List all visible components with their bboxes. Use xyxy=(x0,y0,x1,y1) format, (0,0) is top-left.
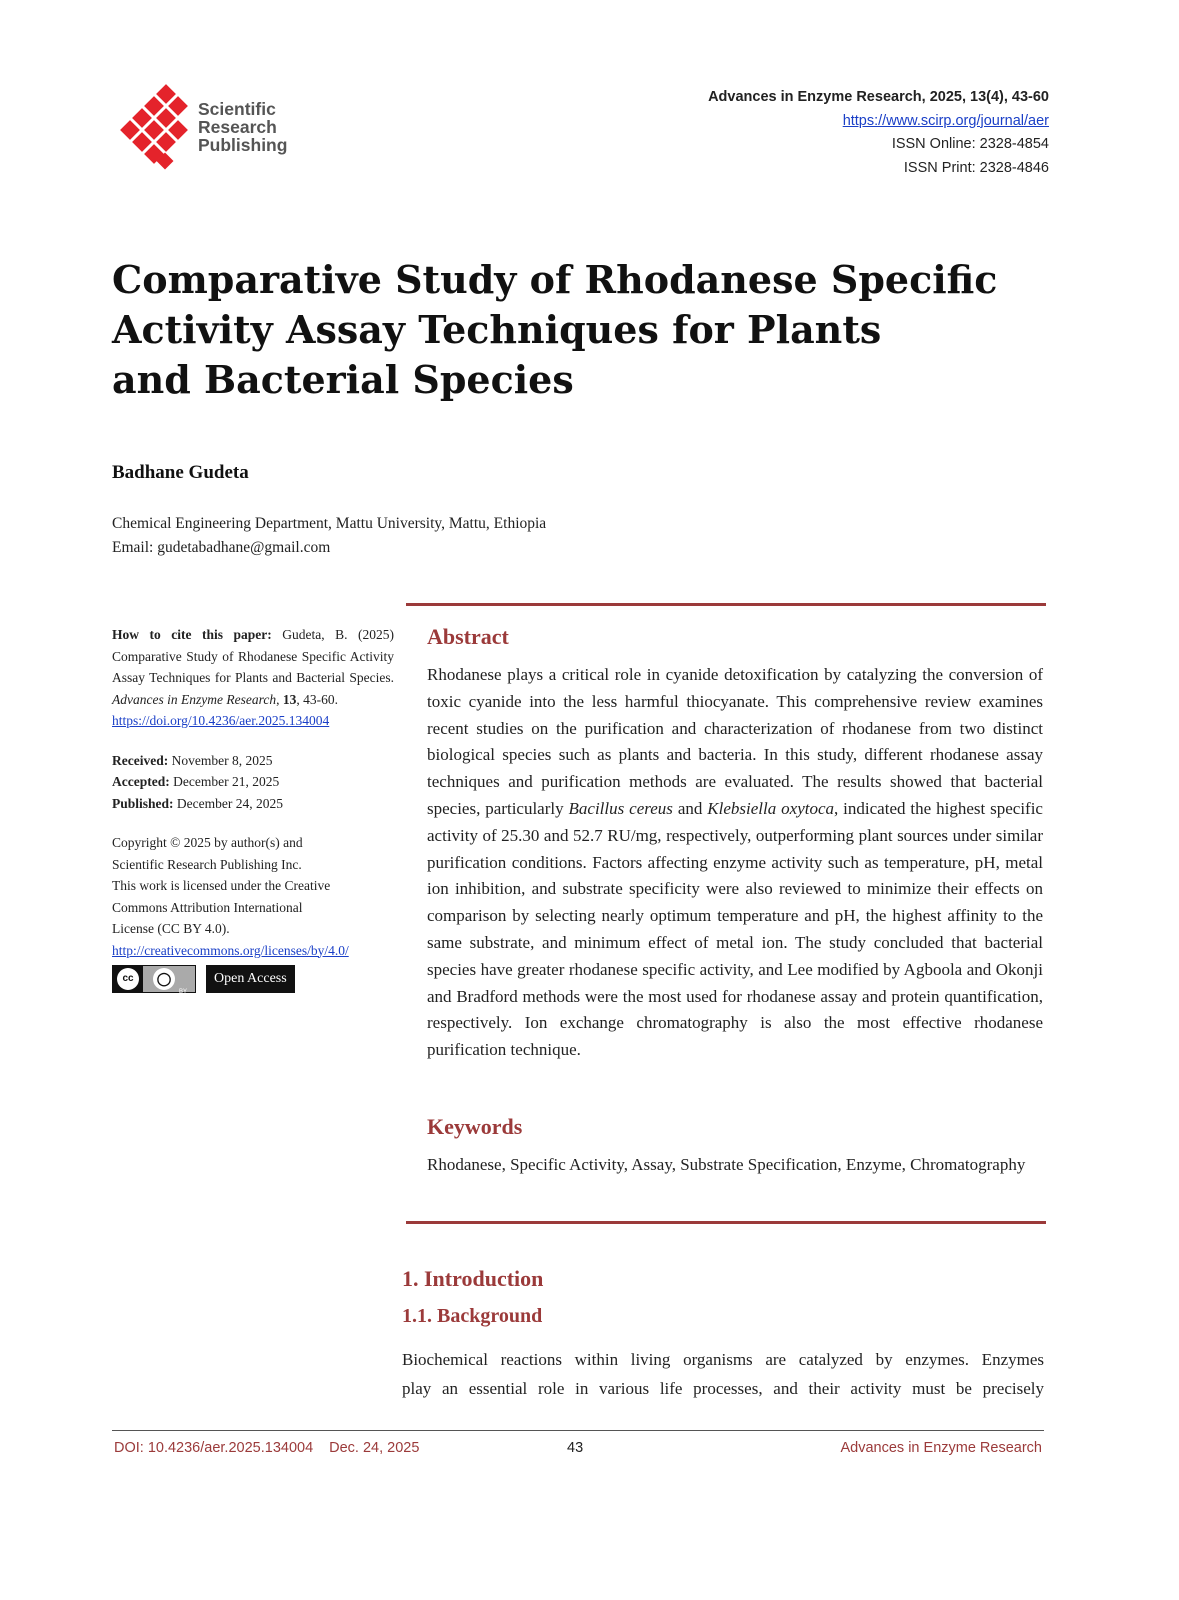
published-date: Published: December 24, 2025 xyxy=(112,795,283,811)
publisher-name: Scientific Research Publishing xyxy=(198,99,288,155)
attribution-icon: ◯ xyxy=(153,968,175,990)
page-number: 43 xyxy=(567,1440,584,1456)
footer-journal-name: Advances in Enzyme Research xyxy=(840,1440,1042,1456)
author-name: Badhane Gudeta xyxy=(112,462,249,483)
abstract-top-rule xyxy=(406,603,1046,606)
publisher-logo-mark xyxy=(114,84,194,174)
accepted-date: Accepted: December 21, 2025 xyxy=(112,774,280,789)
species-klebsiella: Klebsiella oxytoca xyxy=(707,798,835,818)
journal-url-link[interactable]: https://www.scirp.org/journal/aer xyxy=(842,112,1049,129)
footer-doi-date xyxy=(114,1440,419,1456)
author-email: Email: gudetabadhane@gmail.com xyxy=(112,539,331,556)
species-bacillus: Bacillus cereus xyxy=(568,798,673,818)
abstract-text: Rhodanese plays a critical role in cyanide detoxification by catalyzing the conversion of toxic cyanide into the less harmful thiocyanate. This comprehensive review examines recent studies on the purification and characterization of rhodanese from two distinct biological species such as plants and bacteria. In this study, different rhodanese assay techniques and purification methods are evaluated. The results showed that bacterial species, particularly Bacillus cereus and Klebsiella oxytoca, indicated the highest specific activity of 25.30 and 52.7 RU/mg, respectively, outperforming plant sources under similar purification conditions. Factors affecting enzyme activity such as temperature, pH, metal ion inhibition, and substrate specificity were also reviewed to minimize their effects on comparison by selecting nearly optimum temperature and pH, the highest affinity to the same substrate, and minimum effect of metal ion. The study concluded that bacterial species have greater rhodanese specific activity, and Lee modified by Agboola and Okonji and Bradford methods were the most used for rhodanese assay and protein quantification, respectively. Ion exchange chromatography is also the most effective rhodanese purification technique. xyxy=(427,665,1043,1060)
journal-info xyxy=(708,86,1049,180)
open-access-badge: Open Access xyxy=(206,965,295,993)
footer-date: Dec. 24, 2025 xyxy=(329,1440,420,1456)
doi-link[interactable]: https://doi.org/10.4236/aer.2025.134004 xyxy=(112,713,330,728)
sidebar-metadata xyxy=(112,624,394,993)
license-badges xyxy=(112,965,394,993)
issn-online: ISSN Online: 2328-4854 xyxy=(891,136,1049,152)
introduction-text: Biochemical reactions within living organisms are catalyzed by enzymes. Enzymes play an essential role in various life processes, and their activity must be precisely xyxy=(402,1350,1044,1398)
keywords-heading: Keywords xyxy=(427,1114,523,1139)
publisher-logo xyxy=(114,84,314,174)
footer-doi: DOI: 10.4236/aer.2025.134004 xyxy=(114,1440,314,1456)
introduction-heading: 1. Introduction xyxy=(402,1266,544,1291)
by-label: BY xyxy=(179,989,188,995)
cc-icon: cc xyxy=(117,968,139,990)
abstract-heading: Abstract xyxy=(427,624,509,649)
copyright-notice: Copyright © 2025 by author(s) and Scientific Research Publishing Inc. This work is licensed under the Creative Commons Attribution International License (CC BY 4.0). http://creativecommons.org/licenses/by/4.0/ xyxy=(112,835,349,958)
received-date: Received: November 8, 2025 xyxy=(112,752,273,768)
keywords-text: Rhodanese, Specific Activity, Assay, Substrate Specification, Enzyme, Chromatography xyxy=(427,1155,1026,1174)
footer-rule xyxy=(112,1430,1044,1431)
license-link[interactable]: http://creativecommons.org/licenses/by/4.0/ xyxy=(112,942,349,958)
cc-by-badge[interactable] xyxy=(112,965,196,993)
affiliation-text: Chemical Engineering Department, Mattu University, Mattu, Ethiopia xyxy=(112,515,547,532)
how-to-cite: How to cite this paper: Gudeta, B. (2025) Comparative Study of Rhodanese Specific Activity Assay Techniques for Plants and Bacterial Species. Advances in Enzyme Research, 13, 43-60. https://doi.org/10.4236/aer.2025.134004 xyxy=(112,627,394,728)
issn-print: ISSN Print: 2328-4846 xyxy=(903,159,1049,176)
background-subheading: 1.1. Background xyxy=(402,1305,543,1327)
author-affiliation xyxy=(112,512,546,560)
abstract-bottom-rule xyxy=(406,1221,1046,1224)
publication-dates xyxy=(112,750,394,815)
journal-citation: Advances in Enzyme Research, 2025, 13(4), 43-60 xyxy=(708,89,1049,105)
paper-title: Comparative Study of Rhodanese Specific Activity Assay Techniques for Plants and Bacterial Species xyxy=(112,257,998,402)
